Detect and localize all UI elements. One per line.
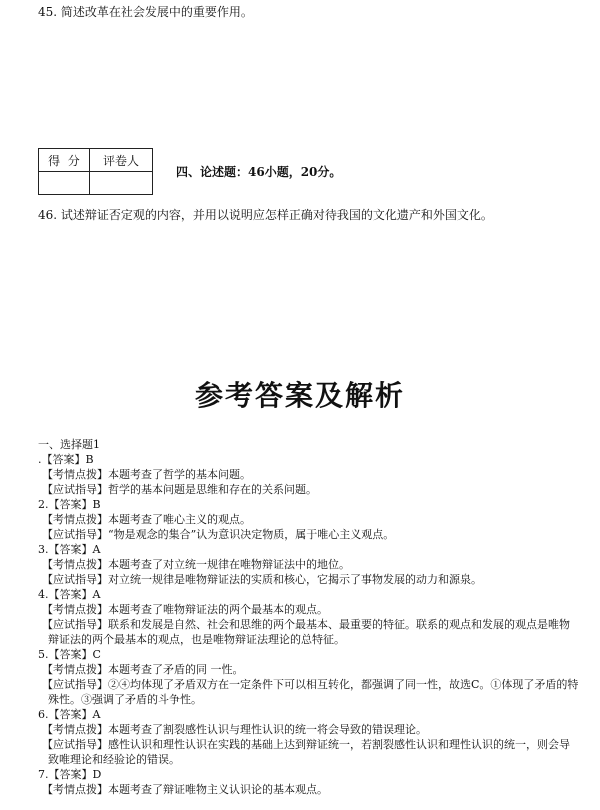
- answer-line: 【考情点拨】本题考查了哲学的基本问题。: [42, 468, 251, 481]
- answers-list: [38, 452, 578, 797]
- answer-line: 6.【答案】A: [38, 708, 101, 721]
- page-title: 参考答案及解析: [194, 379, 405, 412]
- answer-line: 致唯理论和经验论的错误。: [48, 753, 180, 766]
- answer-line: 4.【答案】A: [38, 588, 101, 601]
- grader-cell: [90, 172, 153, 195]
- section-4-heading: 四、论述题：46小题，20分。: [176, 165, 342, 179]
- answer-line: 殊性。③强调了矛盾的斗争性。: [48, 693, 202, 706]
- score-table: [38, 148, 153, 195]
- answer-line: 【应试指导】联系和发展是自然、社会和思维的两个最基本、最重要的特征。联系的观点和发展的观点是唯物: [42, 618, 570, 631]
- answer-line: 辩证法的两个最基本的观点，也是唯物辩证法理论的总特征。: [48, 633, 345, 646]
- answer-line: 【应试指导】哲学的基本问题是思维和存在的关系问题。: [42, 483, 317, 496]
- question-46: 46. 试述辩证否定观的内容，并用以说明应怎样正确对待我国的文化遗产和外国文化。: [38, 208, 493, 222]
- answer-line: 【考情点拨】本题考查了唯物辩证法的两个最基本的观点。: [42, 603, 328, 616]
- answer-line: 【考情点拨】本题考查了对立统一规律在唯物辩证法中的地位。: [42, 558, 350, 571]
- score-header: 得 分: [39, 149, 90, 172]
- answer-line: 5.【答案】C: [38, 648, 101, 661]
- answer-line: 【考情点拨】本题考查了矛盾的同 一性。: [42, 663, 244, 676]
- answer-line: 【考情点拨】本题考查了辩证唯物主义认识论的基本观点。: [42, 783, 328, 796]
- grader-header: 评卷人: [90, 149, 153, 172]
- answer-line: 【考情点拨】本题考查了唯心主义的观点。: [42, 513, 251, 526]
- answer-line: 7.【答案】D: [38, 768, 102, 781]
- question-45: 45. 简述改革在社会发展中的重要作用。: [38, 5, 253, 19]
- answer-line: 【考情点拨】本题考查了割裂感性认识与理性认识的统一将会导致的错误理论。: [42, 723, 427, 736]
- answer-line: .【答案】B: [38, 453, 94, 466]
- score-cell: [39, 172, 90, 195]
- answer-line: 【应试指导】“物是观念的集合”认为意识决定物质，属于唯心主义观点。: [42, 528, 395, 541]
- answer-line: 【应试指导】②④均体现了矛盾双方在一定条件下可以相互转化，都强调了同一性，故选C。①体现了矛盾的特: [42, 678, 579, 691]
- answer-line: 3.【答案】A: [38, 543, 101, 556]
- answer-line: 2.【答案】B: [38, 498, 101, 511]
- answer-line: 【应试指导】对立统一规律是唯物辩证法的实质和核心，它揭示了事物发展的动力和源泉。: [42, 573, 482, 586]
- answer-line: 【应试指导】感性认识和理性认识在实践的基础上达到辩证统一，若割裂感性认识和理性认识的统一，则会导: [42, 738, 570, 751]
- answers-heading: 一、选择题1: [38, 438, 100, 451]
